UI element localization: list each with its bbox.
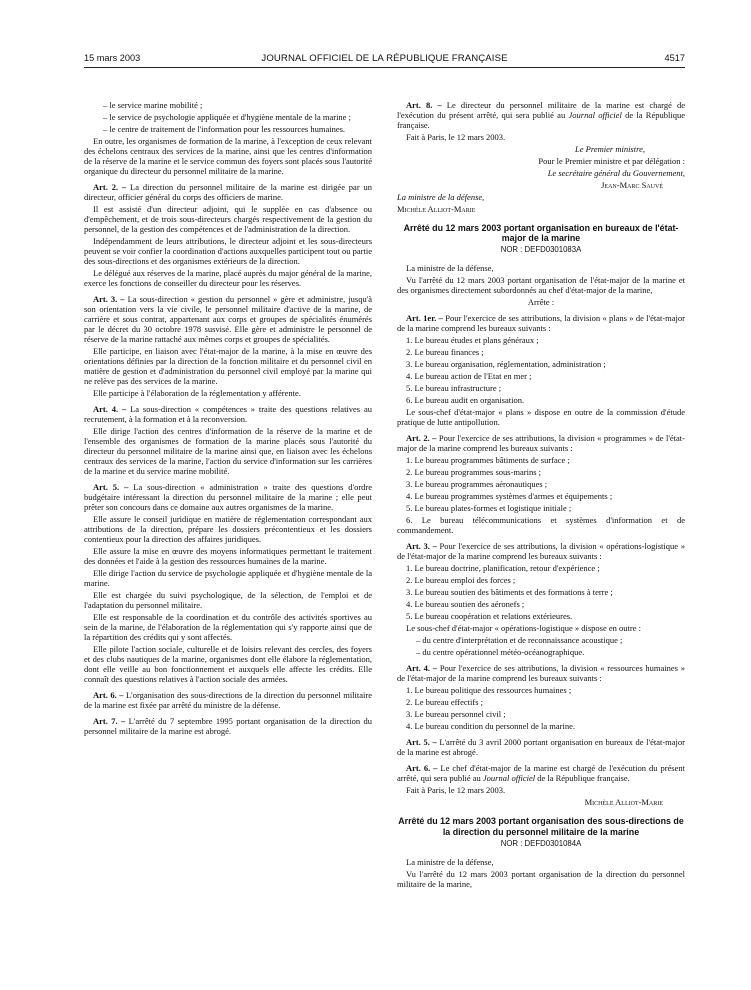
article-text: Pour l'exercice de ses attributions, la division « opérations-logistique » de l'état-major de la marine comprend les bureaux suivants : <box>397 541 685 562</box>
list-item: 4. Le bureau action de l'Etat en mer ; <box>406 371 532 382</box>
article-text: Pour l'exercice de ses attributions, la division « ressources humaines » de l'état-major de la marine comprend les bureaux suivants : <box>397 663 685 684</box>
list-item: 2. Le bureau finances ; <box>406 347 484 358</box>
signature-date: Fait à Paris, le 12 mars 2003. <box>406 785 506 796</box>
paragraph: Indépendamment de leurs attributions, le directeur adjoint et les sous-directeurs peuvent se voir confier la coordination d'actions auxquelles participent tout ou partie des sous-directions et des organismes extérieurs de la direction. <box>84 236 372 266</box>
article-label: Art. 2. – <box>93 182 127 192</box>
list-item: 3. Le bureau organisation, réglementation, administration ; <box>406 359 606 370</box>
list-item: 1. Le bureau programmes bâtiments de surface ; <box>406 455 570 466</box>
signatory-role: Le secrétaire général du Gouvernement, <box>547 168 685 178</box>
article-label: Art. 8. – <box>406 100 442 110</box>
article-text: La direction du personnel militaire de la marine est dirigée par un directeur, officier général du corps des officiers de marine. <box>84 182 373 202</box>
list-item: 3. Le bureau programmes aéronautiques ; <box>406 479 548 490</box>
article-text: La sous-direction « gestion du personnel » gère et administre, jusqu'à son orientation vers la vie civile, le personnel militaire d'active de la marine, de carrière et sous contrat, appartenant aux corps et groupes de spécialités énumérés par le décret du 30 octobre 1978 susvisé. Elle gère et administre le personnel de réserve de la marine rattaché aux mêmes corps et groupes de spécialités. <box>84 294 373 344</box>
article-text: Pour l'exercice de ses attributions, la division « programmes » de l'état-major de la marine comprend les bureaux suivants : <box>397 433 686 454</box>
article-label: Art. 4. – <box>406 663 438 674</box>
list-item: 3. Le bureau soutien des bâtiments et des formations à terre ; <box>406 587 613 598</box>
paragraph: Elle dirige l'action du service de psychologie appliquée et d'hygiène mentale de la marine. <box>84 568 372 588</box>
paragraph: Elle dirige l'action des centres d'information de la réserve de la marine et de l'ensemble des organismes de formation de la marine placés sous l'autorité du directeur du personnel militaire de la marine ainsi que, en liaison avec les échelons centraux des services de la marine, l'action du service d'information sur les carrières de la marine et du service marine mobilité. <box>84 426 372 476</box>
list-item: 3. Le bureau personnel civil ; <box>406 709 506 720</box>
signatory-name: Michèle Alliot-Marie <box>584 797 663 808</box>
article-label: Art. 2. – <box>406 433 437 444</box>
left-column <box>84 100 372 738</box>
paragraph: Le sous-chef d'état-major « plans » dispose en outre de la commission d'étude pratique de lutte antipollution. <box>397 407 685 428</box>
list-item: – du centre d'interprétation et de reconnaissance acoustique ; <box>397 635 685 645</box>
decree-title: Arrêté du 12 mars 2003 portant organisation des sous-directions de la direction du personnel militaire de la marine <box>398 816 684 837</box>
article-3 <box>397 541 685 561</box>
paragraph: Vu l'arrêté du 12 mars 2003 portant organisation de l'état-major de la marine et des organismes directement subordonnés au chef d'état-major de la marine, <box>397 275 685 296</box>
arrete-heading: Arrête : <box>527 297 555 308</box>
paragraph: Il est assisté d'un directeur adjoint, qui le supplée en cas d'absence ou d'empêchement, et de trois sous-directeurs chargés respectivement de la gestion du personnel, de la gestion des compétences et de l'administration de la direction. <box>84 204 372 234</box>
article-label: Art. 3. – <box>93 294 125 304</box>
paragraph: Elle participe à l'élaboration de la réglementation y afférente. <box>93 388 301 398</box>
list-item: 5. Le bureau coopération et relations extérieures. <box>406 611 573 622</box>
list-item: 1. Le bureau politique des ressources humaines ; <box>406 685 572 696</box>
page-header <box>84 50 685 66</box>
signatory-delegation: Pour le Premier ministre et par délégation : <box>538 156 685 166</box>
article-6 <box>84 690 372 710</box>
list-item: 2. Le bureau effectifs ; <box>406 697 484 708</box>
list-item: 5. Le bureau infrastructure ; <box>406 383 502 394</box>
article-label: Art. 5. – <box>93 482 129 492</box>
article-label: Art. 5. – <box>406 737 437 748</box>
right-column <box>397 100 685 891</box>
article-6 <box>397 763 685 783</box>
paragraph: Vu l'arrêté du 12 mars 2003 portant organisation de la direction du personnel militaire de la marine, <box>397 868 685 889</box>
article-4 <box>397 663 685 683</box>
list-item: 4. Le bureau condition du personnel de la marine. <box>406 721 575 732</box>
list-item: 4. Le bureau soutien des aéronefs ; <box>406 599 525 610</box>
minister-name: Michèle Alliot-Marie <box>397 204 476 214</box>
article-4 <box>84 404 372 424</box>
article-3 <box>84 294 372 344</box>
paragraph: En outre, les organismes de formation de la marine, à l'exception de ceux relevant des échelons centraux des services de la marine, ainsi que les centres d'information de la réserve de la marine et le service commun des foyers sont placés sous l'autorité organique du directeur du personnel militaire de la marine. <box>84 136 372 176</box>
list-item: 1. Le bureau études et plans généraux ; <box>406 335 539 346</box>
list-item: 2. Le bureau programmes sous-marins ; <box>406 467 542 478</box>
article-label: Art. 4. – <box>93 404 127 414</box>
paragraph: La ministre de la défense, <box>406 263 494 274</box>
list-item: 2. Le bureau emploi des forces ; <box>406 575 516 586</box>
article-text: Pour l'exercice de ses attributions, la division « plans » de l'état-major de la marine comprend les bureaux suivants : <box>397 313 686 334</box>
list-item: – le centre de traitement de l'information pour les ressources humaines. <box>84 124 372 134</box>
paragraph: Elle pilote l'action sociale, culturelle et de loisirs relevant des cercles, des foyers et des clubs nautiques de la marine, organismes dont elle élabore la réglementation, dont elle veille au bon fonctionnement et auxquels elle affecte les crédits. Elle connaît des questions relatives à l'action sociale des armées. <box>84 644 372 684</box>
header-page-number: 4517 <box>664 53 685 63</box>
header-date: 15 mars 2003 <box>84 53 141 63</box>
nor-reference: NOR : DEFD0301083A <box>500 245 582 255</box>
article-2 <box>397 433 685 453</box>
paragraph: Le sous-chef d'état-major « opérations-logistique » dispose en outre : <box>406 623 641 634</box>
article-8 <box>397 100 685 130</box>
nor-reference: NOR : DEFD0301084A <box>500 838 582 848</box>
paragraph: Le délégué aux réserves de la marine, placé auprès du major général de la marine, exerce les fonctions de conseiller du directeur pour les réserves. <box>84 268 372 288</box>
paragraph: La ministre de la défense, <box>406 856 494 867</box>
paragraph: Elle participe, en liaison avec l'état-major de la marine, à la mise en œuvre des orientations définies par la direction de la fonction militaire et du personnel civil en matière de gestion et d'administration du personnel civil employé par la marine qui ne relève pas des services de la marine. <box>84 346 372 386</box>
article-text: de la République française. <box>397 110 685 130</box>
list-item: 6. Le bureau télécommunications et systèmes d'information et de commandement. <box>397 515 685 536</box>
article-label: Art. 3. – <box>406 541 437 552</box>
article-text: L'organisation des sous-directions de la direction du personnel militaire de la marine est fixée par arrêté du ministre de la défense. <box>84 690 373 710</box>
minister-title: La ministre de la défense, <box>397 192 485 202</box>
article-label: Art. 6. – <box>93 690 124 700</box>
list-item: 4. Le bureau programmes systèmes d'armes et équipements ; <box>406 491 613 502</box>
article-text: de la République française. <box>537 773 630 784</box>
article-text: La sous-direction « compétences » traite des questions relatives au recrutement, à la formation et à la reconversion. <box>84 404 372 424</box>
journal-reference: Journal officiel <box>482 773 536 784</box>
list-item: 5. Le bureau plates-formes et logistique initiale ; <box>406 503 572 514</box>
article-label: Art. 6. – <box>406 763 438 774</box>
article-5 <box>397 737 685 757</box>
list-item: – le service marine mobilité ; <box>84 100 372 110</box>
list-item: 6. Le bureau audit en organisation. <box>406 395 525 406</box>
decree-title: Arrêté du 12 mars 2003 portant organisation en bureaux de l'état-major de la marine <box>403 223 679 244</box>
article-label: Art. 7. – <box>93 716 126 726</box>
header-rule <box>84 67 685 68</box>
article-text: Le chef d'état-major de la marine est chargé de l'exécution du présent arrêté, qui sera publié au <box>397 763 685 784</box>
signatory-title: Le Premier ministre, <box>575 144 645 154</box>
signatory-name: Jean-Marc Sauvé <box>601 180 663 190</box>
paragraph: Elle est chargée du suivi psychologique, de la sélection, de l'emploi et de l'adaptation du personnel militaire. <box>84 590 372 610</box>
list-item: – le service de psychologie appliquée et d'hygiène mentale de la marine ; <box>84 112 372 122</box>
article-text: La sous-direction « administration » traite des questions d'ordre budgétaire intéressant la direction du personnel militaire de la marine ; elle peut prêter son concours dans ce domaine aux autres organismes de la marine. <box>84 482 373 512</box>
article-5 <box>84 482 372 512</box>
paragraph: Elle assure la mise en œuvre des moyens informatiques permettant le traitement des données et l'aide à la gestion des ressources humaines de la marine. <box>84 546 372 566</box>
article-2 <box>84 182 372 202</box>
article-text: L'arrêté du 7 septembre 1995 portant organisation de la direction du personnel militaire de la marine est abrogé. <box>84 716 373 736</box>
paragraph: Elle assure le conseil juridique en matière de réglementation correspondant aux attributions de la direction, prépare les dossiers précontentieux et les dossiers contentieux pour la direction des affaires juridiques. <box>84 514 372 544</box>
paragraph: Elle est responsable de la coordination et du contrôle des activités sportives au sein de la marine, de l'élaboration de la réglementation qui s'y rapporte ainsi que de la répartition des crédits qui y sont affectés. <box>84 612 372 642</box>
article-label: Art. 1er. – <box>406 313 443 324</box>
article-text: L'arrêté du 3 avril 2000 portant organisation en bureaux de l'état-major de la marine est abrogé. <box>397 737 685 758</box>
list-item: – du centre opérationnel météo-océanographique. <box>397 647 685 657</box>
journal-reference: Journal officiel <box>568 110 622 120</box>
article-1 <box>397 313 685 333</box>
list-item: 1. Le bureau doctrine, planification, retour d'expérience ; <box>406 563 600 574</box>
header-journal-title: JOURNAL OFFICIEL DE LA RÉPUBLIQUE FRANÇAISE <box>261 53 508 64</box>
article-text: Le directeur du personnel militaire de la marine est chargé de l'exécution du présent arrêté, qui sera publié au <box>397 100 685 120</box>
signature-date: Fait à Paris, le 12 mars 2003. <box>406 132 506 142</box>
article-7 <box>84 716 372 736</box>
